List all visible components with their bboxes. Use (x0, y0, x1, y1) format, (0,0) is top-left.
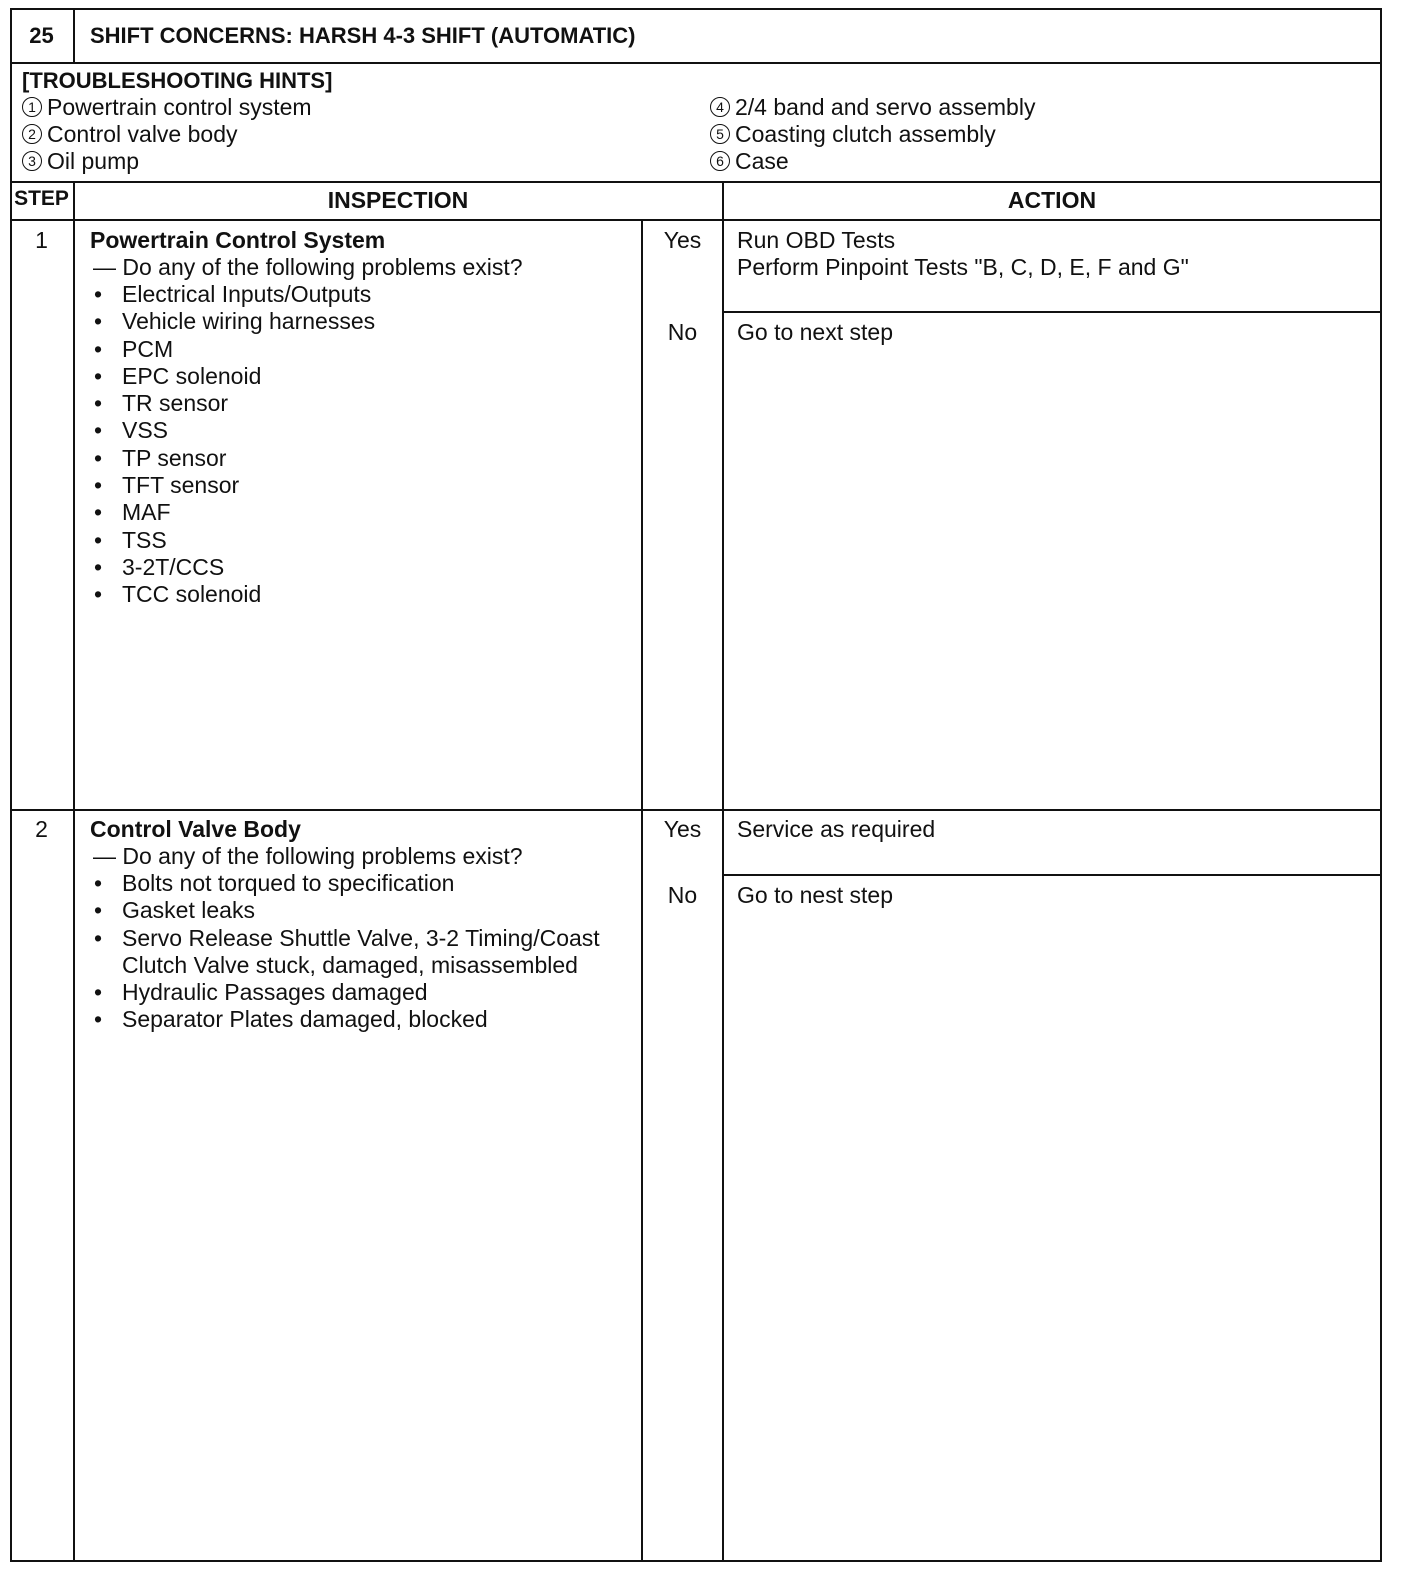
hints-right-list (710, 94, 1035, 175)
hints-left-list (22, 94, 312, 175)
step-title: Control Valve Body (90, 816, 301, 842)
circled-number: 1 (22, 97, 42, 117)
list-item: • 3-2T/CCS (94, 553, 225, 580)
problem-list (90, 870, 635, 1034)
step-number: 1 (35, 227, 48, 253)
hint-item: 3 Oil pump (22, 148, 312, 175)
circled-number: 3 (22, 151, 42, 171)
no-label: No (667, 882, 698, 908)
list-item: • VSS (94, 417, 169, 444)
hint-item: 6 Case (710, 148, 1035, 175)
list-item: • PCM (94, 335, 174, 362)
hint-item: 5 Coasting clutch assembly (710, 121, 1035, 148)
yes-label: Yes (663, 227, 702, 253)
hint-item: 2 Control valve body (22, 121, 312, 148)
yes-action: Service as required (737, 816, 936, 842)
list-item: • Vehicle wiring harnesses (94, 308, 376, 335)
step-number: 2 (35, 816, 48, 842)
list-item: • Electrical Inputs/Outputs (94, 281, 372, 307)
list-item: • TP sensor (94, 444, 227, 471)
step-question: — Do any of the following problems exist? (93, 843, 523, 869)
no-action: Go to next step (737, 319, 893, 345)
column-header-action: ACTION (1007, 187, 1097, 213)
list-item: • Gasket leaks (94, 897, 255, 924)
list-item: • Separator Plates damaged, blocked (94, 1006, 488, 1033)
hints-heading: [TROUBLESHOOTING HINTS] (22, 68, 333, 93)
circled-number: 4 (710, 97, 730, 117)
problem-list (90, 281, 635, 609)
hint-item: 1 Powertrain control system (22, 94, 312, 121)
list-item: • EPC solenoid (94, 362, 262, 389)
step2-yes-no-divider (722, 874, 1382, 876)
no-action: Go to nest step (737, 882, 893, 908)
action-line: Perform Pinpoint Tests "B, C, D, E, F and G" (737, 254, 1189, 280)
step-column-divider (73, 181, 75, 1562)
list-item: • MAF (94, 499, 171, 526)
action-column-divider (722, 181, 724, 1562)
list-item: • Hydraulic Passages damaged (94, 979, 428, 1006)
page-title: SHIFT CONCERNS: HARSH 4-3 SHIFT (AUTOMATIC) (90, 23, 636, 48)
circled-number: 6 (710, 151, 730, 171)
header-divider (10, 219, 1382, 221)
step1-yes-no-divider (722, 311, 1382, 313)
column-header-inspection: INSPECTION (327, 187, 469, 213)
circled-number: 2 (22, 124, 42, 144)
list-item: • TSS (94, 526, 167, 553)
list-item: • TR sensor (94, 390, 229, 417)
hint-item: 4 2/4 band and servo assembly (710, 94, 1035, 121)
no-label: No (667, 319, 698, 345)
list-item: • Servo Release Shuttle Valve, 3-2 Timing/Coast Clutch Valve stuck, damaged, misassembled (94, 924, 600, 978)
circled-number: 5 (710, 124, 730, 144)
step-divider (10, 809, 1382, 811)
step-question: — Do any of the following problems exist? (93, 254, 523, 280)
title-number-divider (73, 8, 75, 63)
hints-divider (10, 181, 1382, 183)
step-title: Powertrain Control System (90, 227, 386, 253)
column-header-step: STEP (14, 187, 69, 210)
action-line: Run OBD Tests (737, 227, 896, 253)
yes-label: Yes (663, 816, 702, 842)
list-item: • TCC solenoid (94, 581, 262, 608)
title-divider (10, 62, 1382, 64)
list-item: • TFT sensor (94, 472, 240, 499)
list-item: • Bolts not torqued to specification (94, 870, 455, 896)
step-1-inspection (90, 227, 635, 609)
concern-number: 25 (29, 23, 54, 48)
yes-action (737, 227, 1189, 281)
step-2-inspection (90, 816, 635, 1034)
